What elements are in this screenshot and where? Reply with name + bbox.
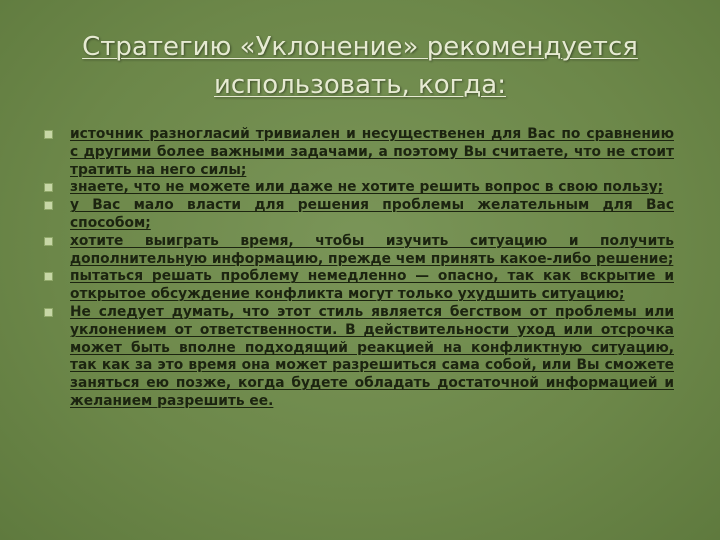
bullet-item: [44, 304, 674, 411]
slide-title: Стратегию «Уклонение» рекомендуется использовать, когда:: [82, 32, 638, 100]
bullet-text: хотите выиграть время, чтобы изучить ситуацию и получить дополнительную информацию, прежде чем принять какое-либо решение;: [70, 232, 674, 267]
bullet-text: у Вас мало власти для решения проблемы желательным для Вас способом;: [70, 197, 674, 231]
square-bullet-icon: [44, 237, 53, 246]
bullet-text: знаете, что не можете или даже не хотите решить вопрос в свою пользу;: [70, 179, 664, 196]
bullet-item: [44, 197, 674, 233]
square-bullet-icon: [44, 130, 53, 139]
bullet-list: [44, 126, 674, 411]
bullet-text: Не следует думать, что этот стиль является бегством от проблемы или уклонением от ответственности. В действительности уход или отсрочка может быть вполне подходящий реакцией на конфликтную ситуацию, так как за это время она может разрешиться сама собой, или Вы сможете заняться ею позже, когда будете обладать достаточной информацией и желанием разрешить ее.: [70, 303, 674, 409]
bullet-item: [44, 268, 674, 304]
square-bullet-icon: [44, 308, 53, 317]
bullet-text: пытаться решать проблему немедленно — опасно, так как вскрытие и открытое обсуждение конфликта могут только ухудшить ситуацию;: [70, 268, 674, 303]
bullet-text: источник разногласий тривиален и несущественен для Вас по сравнению с другими более важными задачами, а поэтому Вы считаете, что не стоит тратить на него силы;: [70, 126, 674, 178]
bullet-item: [44, 233, 674, 269]
square-bullet-icon: [44, 201, 53, 210]
square-bullet-icon: [44, 183, 53, 192]
bullet-item: [44, 179, 674, 197]
square-bullet-icon: [44, 272, 53, 281]
bullet-item: [44, 126, 674, 179]
